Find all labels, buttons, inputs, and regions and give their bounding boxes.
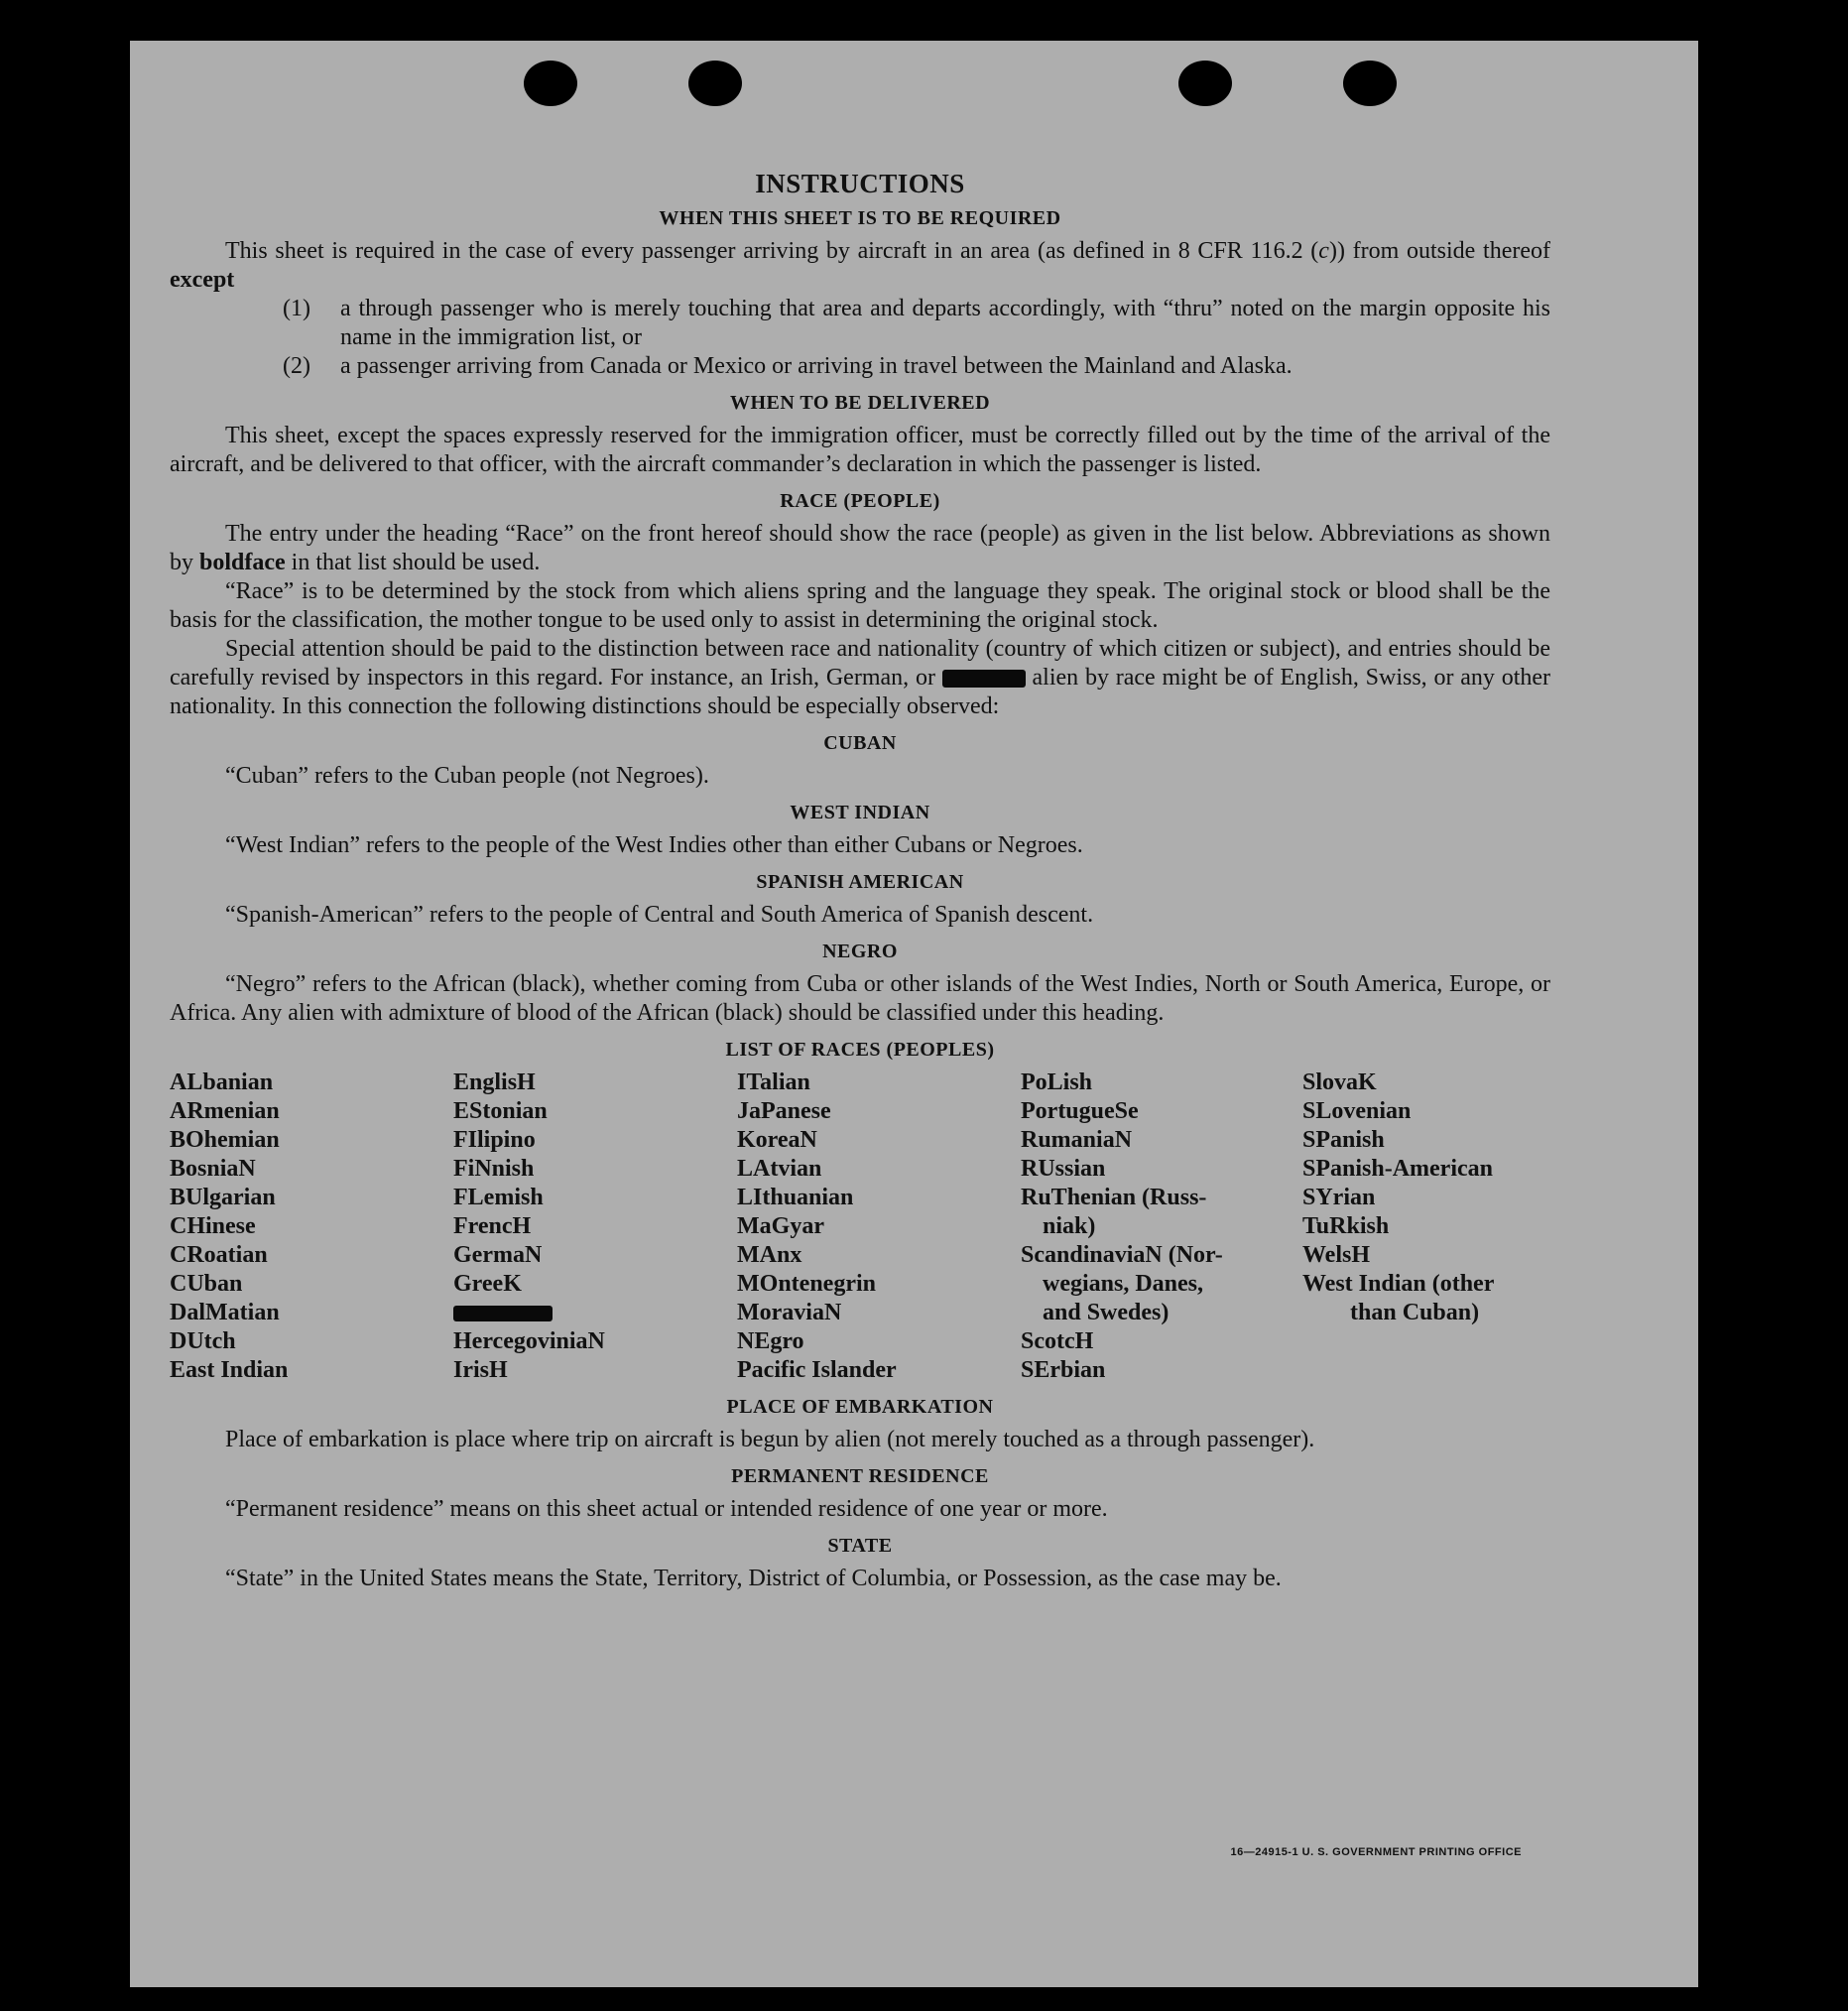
race-item-continued: wegians, Danes, bbox=[1043, 1271, 1204, 1297]
race-item: FrencH bbox=[453, 1213, 532, 1239]
spanish-american-text: “Spanish-American” refers to the people of Central and South America of Spanish descent. bbox=[225, 902, 1094, 928]
heading-delivered: WHEN TO BE DELIVERED bbox=[729, 392, 991, 414]
heading-spanish-american: SPANISH AMERICAN bbox=[756, 871, 964, 893]
race-item: LIthuanian bbox=[737, 1185, 854, 1210]
race-item: EnglisH bbox=[453, 1069, 536, 1095]
heading-list-of-races: LIST OF RACES (PEOPLES) bbox=[725, 1039, 995, 1061]
race-item: Pacific Islander bbox=[737, 1357, 897, 1383]
race-item: BOhemian bbox=[170, 1127, 280, 1153]
races-column-4 bbox=[1021, 1068, 1302, 1385]
race-item: KoreaN bbox=[737, 1127, 817, 1153]
punch-hole bbox=[1343, 61, 1397, 106]
cuban-text: “Cuban” refers to the Cuban people (not Negroes). bbox=[225, 763, 709, 789]
redacted-race-item bbox=[453, 1299, 737, 1327]
punch-hole bbox=[1178, 61, 1232, 106]
instructions-content bbox=[170, 170, 1550, 1593]
race-item: CHinese bbox=[170, 1213, 256, 1239]
race-item: ARmenian bbox=[170, 1098, 280, 1124]
race-item: TuRkish bbox=[1302, 1213, 1390, 1239]
embarkation-text: Place of embarkation is place where trip on aircraft is begun by alien (not merely touched as a through passenger). bbox=[225, 1427, 1315, 1452]
delivered-text: This sheet, except the spaces expressly reserved for the immigration officer, must be correctly filled out by the time of the arrival of the aircraft, and be delivered to that officer, with the aircraft commander’s declaration in which the passenger is listed. bbox=[170, 423, 1550, 477]
heading-required: WHEN THIS SHEET IS TO BE REQUIRED bbox=[659, 207, 1061, 229]
race-item: HercegoviniaN bbox=[453, 1328, 605, 1354]
punch-hole bbox=[688, 61, 742, 106]
race-item: EStonian bbox=[453, 1098, 548, 1124]
negro-text: “Negro” refers to the African (black), whether coming from Cuba or other islands of the West Indies, North or South America, Europe, or Africa. Any alien with admixture of blood of the African (black) should be classified under this heading. bbox=[170, 971, 1550, 1026]
heading-west-indian: WEST INDIAN bbox=[790, 802, 930, 823]
heading-race: RACE (PEOPLE) bbox=[780, 490, 940, 512]
race-item: FIlipino bbox=[453, 1127, 536, 1153]
races-column-5 bbox=[1302, 1068, 1550, 1385]
race-item: MoraviaN bbox=[737, 1300, 842, 1325]
race-item: East Indian bbox=[170, 1357, 289, 1383]
race-item: WelsH bbox=[1302, 1242, 1371, 1268]
redaction-mark bbox=[942, 670, 1026, 688]
heading-embarkation: PLACE OF EMBARKATION bbox=[726, 1396, 994, 1418]
race-item: CRoatian bbox=[170, 1242, 268, 1268]
race-item: PortugueSe bbox=[1021, 1098, 1139, 1124]
race-item: ScandinaviaN (Nor- bbox=[1021, 1242, 1223, 1268]
race-item: MOntenegrin bbox=[737, 1271, 876, 1297]
races-column-3 bbox=[737, 1068, 1021, 1385]
race-item: GreeK bbox=[453, 1271, 522, 1297]
west-indian-text: “West Indian” refers to the people of the West Indies other than either Cubans or Negroes. bbox=[225, 832, 1083, 858]
race-item: FiNnish bbox=[453, 1156, 535, 1182]
race-item-continued: and Swedes) bbox=[1043, 1300, 1170, 1325]
race-item: SLovenian bbox=[1302, 1098, 1412, 1124]
race-paragraph-3: Special attention should be paid to the distinction between race and nationality (country of which citizen or subject), and entries should be carefully revised by inspectors in this regard. For instance, an Irish, German, or alien by race might be of English, Swiss, or any other nationality. In this connection the following distinctions should be especially observed: bbox=[170, 636, 1551, 719]
race-item: SlovaK bbox=[1302, 1069, 1377, 1095]
races-list bbox=[170, 1068, 1550, 1385]
residence-text: “Permanent residence” means on this sheet actual or intended residence of one year or more. bbox=[225, 1496, 1108, 1522]
race-item: LAtvian bbox=[737, 1156, 822, 1182]
race-item: MaGyar bbox=[737, 1213, 824, 1239]
race-item: MAnx bbox=[737, 1242, 802, 1268]
race-item: SErbian bbox=[1021, 1357, 1106, 1383]
race-item: CUban bbox=[170, 1271, 243, 1297]
race-item: BUlgarian bbox=[170, 1185, 276, 1210]
race-paragraph-2: “Race” is to be determined by the stock from which aliens spring and the language they speak. The original stock or blood shall be the basis for the classification, the mother tongue to be used only to assist in determining the original stock. bbox=[170, 578, 1550, 633]
races-column-1 bbox=[170, 1068, 453, 1385]
race-item: JaPanese bbox=[737, 1098, 831, 1124]
list-item: (1) a through passenger who is merely touching that area and departs accordingly, with “thru” noted on the margin opposite his name in the immigration list, or bbox=[283, 296, 1550, 350]
race-paragraph-1: The entry under the heading “Race” on the front hereof should show the race (people) as given in the list below. Abbreviations as shown by boldface in that list should be used. bbox=[170, 521, 1550, 575]
race-item: ITalian bbox=[737, 1069, 810, 1095]
punch-hole bbox=[524, 61, 577, 106]
race-item-continued: niak) bbox=[1043, 1213, 1096, 1239]
race-item: GermaN bbox=[453, 1242, 543, 1268]
race-item: SYrian bbox=[1302, 1185, 1376, 1210]
race-item: PoLish bbox=[1021, 1069, 1093, 1095]
heading-negro: NEGRO bbox=[822, 941, 898, 962]
race-item-continued: than Cuban) bbox=[1350, 1300, 1480, 1325]
race-item: DalMatian bbox=[170, 1300, 280, 1325]
race-item: SPanish-American bbox=[1302, 1156, 1493, 1182]
heading-cuban: CUBAN bbox=[823, 732, 897, 754]
required-intro: This sheet is required in the case of every passenger arriving by aircraft in an area (as defined in 8 CFR 116.2 (c)) from outside thereof except bbox=[170, 238, 1550, 293]
race-item: RUssian bbox=[1021, 1156, 1106, 1182]
race-item: IrisH bbox=[453, 1357, 508, 1383]
race-item: BosniaN bbox=[170, 1156, 256, 1182]
page-title: INSTRUCTIONS bbox=[755, 169, 965, 198]
races-column-2 bbox=[453, 1068, 737, 1385]
list-item: (2) a passenger arriving from Canada or Mexico or arriving in travel between the Mainland and Alaska. bbox=[283, 353, 1293, 379]
printing-office-footer: 16—24915-1 U. S. GOVERNMENT PRINTING OFFICE bbox=[1230, 1846, 1522, 1858]
race-item: DUtch bbox=[170, 1328, 236, 1354]
race-item: FLemish bbox=[453, 1185, 544, 1210]
heading-state: STATE bbox=[827, 1535, 893, 1557]
race-item: NEgro bbox=[737, 1328, 804, 1354]
race-item: West Indian (other bbox=[1302, 1271, 1495, 1297]
state-text: “State” in the United States means the State, Territory, District of Columbia, or Possession, as the case may be. bbox=[225, 1566, 1282, 1591]
race-item: ScotcH bbox=[1021, 1328, 1094, 1354]
heading-residence: PERMANENT RESIDENCE bbox=[731, 1465, 989, 1487]
race-item: RumaniaN bbox=[1021, 1127, 1133, 1153]
race-item: SPanish bbox=[1302, 1127, 1385, 1153]
race-item: RuThenian (Russ- bbox=[1021, 1185, 1207, 1210]
race-item: ALbanian bbox=[170, 1069, 274, 1095]
document-page bbox=[130, 41, 1698, 1987]
